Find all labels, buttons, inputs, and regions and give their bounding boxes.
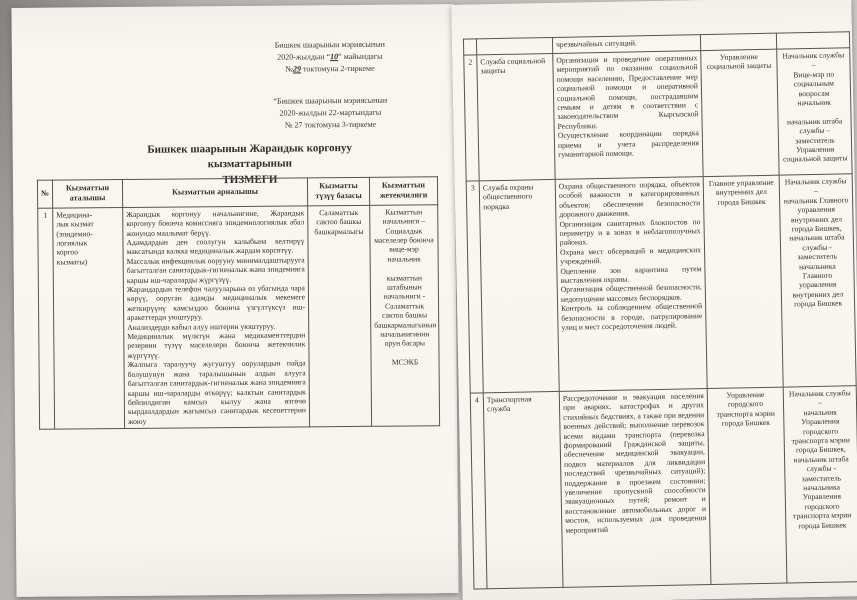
- row1-number: 1: [38, 208, 55, 429]
- stamp1-line2-suffix: ” майындагы: [338, 51, 383, 62]
- stamp1-line1: Бишкек шаарынын мэриясынын: [274, 39, 385, 50]
- row1-service-name: Медицина- лык кызмат (эпидемио- логиялык коргоо кызматы): [53, 207, 125, 429]
- col-header-base: Кызматты түзүү базасы: [307, 177, 369, 205]
- row1-service-purpose: Жарандык коргонуу начальнигине, Жарандык коргонуу боюнча комиссияга эпидемиологиялык абал жонундо маалымат берүү. Адамдардын ден соолугун калыбына келтирүү максатында калкка медициналык жардам көрсөтүү. Массалык инфекциялык оорууну минималдаштырууга багытталган санитардык-гигиеналык жана эпидемияга каршы иш-чараларды жүргүзүү. Жарандардын телефон чалууларына өз убагында чара көрүү, ооруган адамды медициналык мекемеге жеткирүүнү камсыздоо боюнча үзгүлтүксүз иш-аракеттерди уюштуруу. Анализдерди кабыл алуу иштерин уюштуруу. Медициналык мүлктүн жана медикаменттердин резервин түзүү маселелери боюнча жетекчилик жүргүзүү. Жалпыга таралуучу жугуштуу оорулардын пайда болушунун жана таралышынын алдын алууга багытталган санитардык-гигиеналык жана эпидемияга каршы иш-чараларды өткөрүү; калктын санитардык бейпилдигин камсыз кылуу жана өзгөчө кырдаалдардын жагымсыз санитардык кесепеттерин жоюу: [123, 206, 310, 429]
- page-left: [11, 4, 458, 597]
- table-header-row: [37, 177, 437, 208]
- stamp2-line3: № 27 токтомуна 3-тиркеме: [284, 119, 377, 130]
- carryover-head-cell: [776, 32, 849, 49]
- col-header-name: Кызматтын аталышы: [52, 179, 122, 207]
- row2-service-purpose: Организация и проведение оперативных мероприятий по оказанию социальной помощи населению, Предоставление мер социальной помощи и оперативной социальной помощи, пострадавшим семьям и детям в соответствии с законодательством Кыргызской Республики. Осуществление координации порядка приема и учета распределения гуманитарной помощи.: [553, 51, 703, 180]
- row4-service-base: Управление городского транспорта мэрии города Бишкек: [707, 387, 787, 584]
- row2-service-head: Начальник службы – Вице-мэр по социальным вопросам начальник начальник штаба службы – заместитель Управления социальной защиты: [777, 48, 852, 175]
- stamp1-line2-prefix: 2020-жылдын “: [277, 52, 331, 62]
- col-header-purpose: Кызматтын арналышы: [122, 178, 307, 207]
- row1-service-base: Саламаттык сактоо башкы башкармалыгы: [308, 205, 372, 427]
- stamp1-line3-suffix: токтомуна 2-тиркеме: [300, 63, 375, 74]
- row1-service-head: Кызматтын начальниги – Социалдык маселелер боюнча вице-мэр начальник кызматтын штабынын начальниги - Саламаттык сактоо башкы башкармалыгынын начальнигинин орун басары МСЭКБ: [370, 205, 440, 427]
- table-row-service-4: [470, 386, 857, 589]
- col-header-head: Кызматтын жетекчилиги: [369, 177, 437, 205]
- approval-stamp-2: [245, 94, 415, 131]
- row2-service-name: Служба социальной защиты: [477, 53, 555, 180]
- row4-service-name: Транспортная служба: [483, 391, 563, 588]
- table-row-service-2: [464, 48, 852, 181]
- row4-number: 4: [470, 393, 487, 589]
- row2-service-base: Управление социальной защиты: [701, 49, 779, 176]
- stamp1-line3-prefix: №: [285, 64, 294, 74]
- row3-number: 3: [466, 181, 483, 393]
- stamp2-line2: 2020-жылдын 22-мартындагы: [279, 107, 382, 118]
- services-table-page1: [37, 176, 440, 430]
- row3-service-purpose: Охрана общественного порядка, объектов особой важности и категорированных объектов; обеспечение безопасности дорожного движения. Организация санитарных блокпостов по периметру и в зонах в неблагополучных районах. Охрана мест обсерваций и медицинских учреждений. Оцепление зон карантина путем выставления охраны. Организация общественной безопасности, недопущение массовых беспорядков. Контроль за соблюдением общественной безопасности в городе, патрулирование улиц и мест сосредоточения людей.: [555, 177, 707, 392]
- services-table-page2: [463, 31, 857, 589]
- row3-service-base: Главное управление внутренних дел города Бишкек: [703, 175, 783, 388]
- carryover-name-cell: [476, 37, 552, 54]
- carryover-purpose-text: чрезвычайных ситуаций.: [552, 35, 700, 54]
- col-header-num: №: [37, 180, 52, 208]
- table-row-service-3: [466, 174, 856, 393]
- row3-service-name: Служба охраны общественного порядка: [479, 179, 559, 392]
- stamp1-line3: [245, 62, 415, 75]
- row4-service-purpose: Рассредоточение и эвакуация населения при авариях, катастрофах и других стихийных бедствиях, а также при ведении военных действий; выполнение перевозок всеми видами транспорта (перевозка формирований Гражданской защиты, обеспечение медицинской эвакуации, подвоз материалов для ликвидации последствий чрезвычайных ситуаций); поддержание в проезжем состоянии; увеличение пропускной способности эвакуационных путей; ремонт и восстановление автомобильных дорог и мостов, используемых для проведения мероприятий: [559, 389, 711, 588]
- handwritten-doc-number: 29: [292, 64, 302, 74]
- row2-number: 2: [464, 55, 479, 181]
- table-row-service-1: [38, 205, 440, 430]
- carryover-base-cell: [700, 33, 776, 50]
- page-right: [451, 0, 857, 600]
- row4-service-head: Начальник службы – начальник Управления городского транспорта мэрии города Бишкек, начальник штаба службы - заместитель начальника Управления городского транспорта мэрии города Бишкек: [783, 386, 857, 583]
- carryover-number-cell: [463, 39, 476, 55]
- handwritten-day: 10: [330, 52, 339, 62]
- stamp2-line1: “Бишкек шаарынын мэриясынын: [273, 95, 388, 106]
- approval-stamp-1: [245, 38, 415, 75]
- row3-service-head: Начальник службы – начальник Главного управления внутренних дел города Бишкек, начальник штаба службы - заместитель начальника Главного управления внутренних дел города Бишкек: [779, 174, 856, 387]
- document-title: Бишкек шаарынын Жарандык коргонуу кызматтарынын ТИЗМЕГИ: [147, 141, 353, 186]
